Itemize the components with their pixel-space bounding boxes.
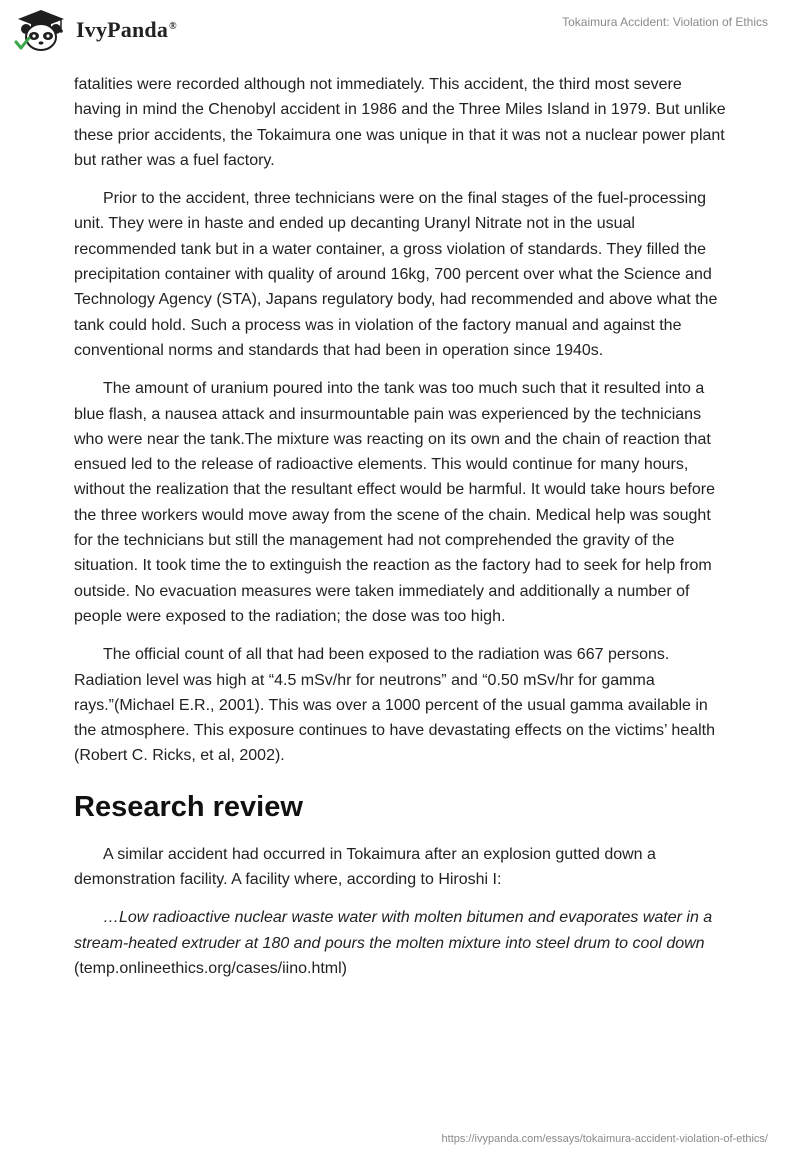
page-header <box>0 0 800 64</box>
brand-name: IvyPanda® <box>76 17 177 42</box>
paragraph: fatalities were recorded although not immediately. This accident, the third most severe having in mind the Chenobyl accident in 1986 and the Three Miles Island in 1979. But unlike these prior accidents, the Tokaimura one was unique in that it was not a nuclear power plant but rather was a fuel factory. <box>74 76 726 169</box>
paragraph: The amount of uranium poured into the tank was too much such that it resulted into a blue flash, a nausea attack and insurmountable pain was experienced by the technicians who were near the tank.The mixture was reacting on its own and the chain of reaction that ensued led to the release of radioactive elements. This would continue for many hours, without the realization that the resultant effect would be harmful. It would take hours before the three workers would move away from the scene of the chain. Medical help was sought for the technicians but still the management had not comprehended the gravity of the situation. It took time the to extinguish the reaction as the factory had to seek for help from outside. No evacuation measures were taken immediately and additionally a number of people were exposed to the radiation; the dose was too high. <box>74 380 715 625</box>
document-title: Tokaimura Accident: Violation of Ethics <box>562 15 768 29</box>
paragraph: A similar accident had occurred in Tokaimura after an explosion gutted down a demonstration facility. A facility where, according to Hiroshi I: <box>74 845 656 889</box>
quote-text: …Low radioactive nuclear waste water with molten bitumen and evaporates water in a stream-heated extruder at 180 and pours the molten mixture into steel drum to cool down <box>74 909 713 952</box>
paragraph: Prior to the accident, three technicians were on the final stages of the fuel-processing unit. They were in haste and ended up decanting Uranyl Nitrate not in the usual recommended tank but in a water container, a gross violation of standards. They filled the precipitation container with quality of around 16kg, 700 percent over what the Science and Technology Agency (STA), Japans regulatory body, had recommended and above what the tank could hold. Such a process was in violation of the factory manual and against the conventional norms and standards that had been in operation since 1940s. <box>74 190 718 359</box>
quote-source: (temp.onlineethics.org/cases/iino.html) <box>74 959 348 977</box>
registered-mark: ® <box>169 20 177 32</box>
essay-body <box>74 72 726 994</box>
ivypanda-logo[interactable] <box>14 8 177 52</box>
panda-graduate-icon <box>14 8 68 52</box>
block-quote <box>74 905 726 981</box>
section-heading: Research review <box>74 790 303 823</box>
source-url[interactable]: https://ivypanda.com/essays/tokaimura-accident-violation-of-ethics/ <box>441 1133 768 1145</box>
paragraph: The official count of all that had been exposed to the radiation was 667 persons. Radiation level was high at “4.5 mSv/hr for neutrons” and “0.50 mSv/hr for gamma rays.”(Michael E.R., 2001). This was over a 1000 percent of the usual gamma available in the atmosphere. This exposure continues to have devastating effects on the victims’ health (Robert C. Ricks, et al, 2002). <box>74 646 715 765</box>
